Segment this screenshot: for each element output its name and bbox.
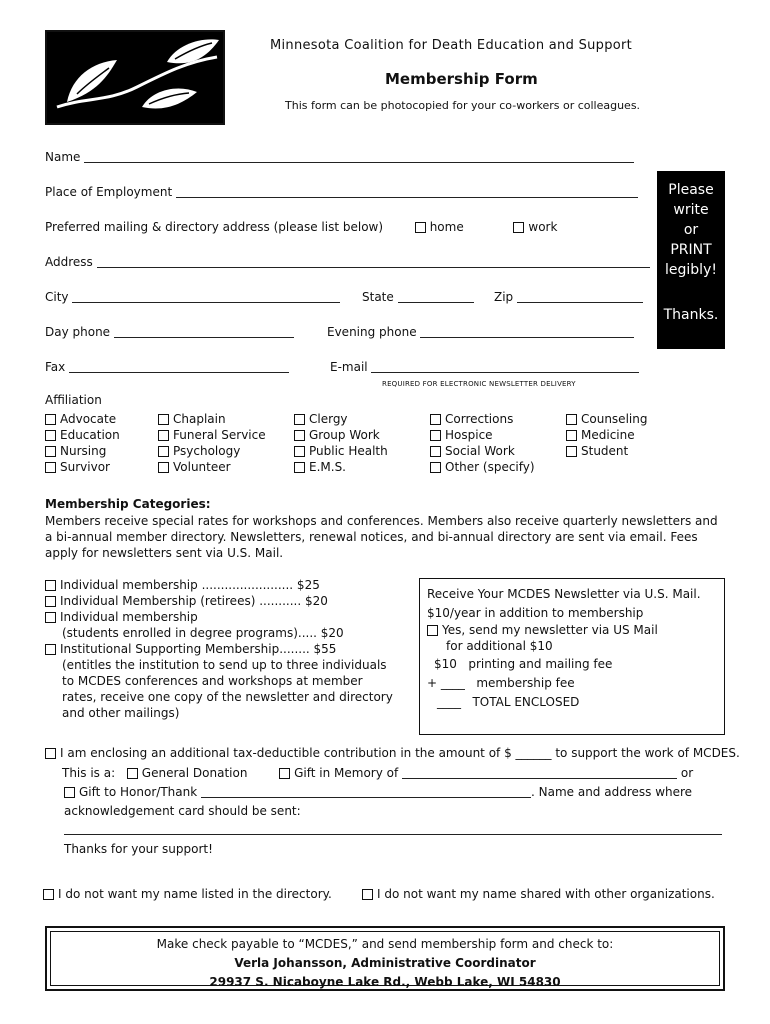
sharing-checkbox[interactable] xyxy=(362,889,373,900)
affiliation-option[interactable] xyxy=(158,412,266,428)
affiliation-option[interactable] xyxy=(294,412,388,428)
affiliation-column xyxy=(45,412,120,476)
affiliation-option[interactable] xyxy=(45,460,120,476)
affiliation-option[interactable] xyxy=(430,412,535,428)
state-field[interactable] xyxy=(398,290,474,303)
fax-label: Fax xyxy=(45,360,66,374)
affiliation-column xyxy=(430,412,535,476)
institutional-detail: to MCDES conferences and workshops at member xyxy=(62,674,363,688)
fax-row xyxy=(45,360,289,374)
checkbox[interactable] xyxy=(45,596,56,607)
zip-field[interactable] xyxy=(517,290,643,303)
print-legibly-notice xyxy=(657,171,725,349)
membership-options xyxy=(45,577,393,721)
directory-optout[interactable] xyxy=(43,887,332,901)
affiliation-option[interactable] xyxy=(566,444,647,460)
form-title: Membership Form xyxy=(385,70,538,88)
name-address-label: . Name and address where xyxy=(531,785,693,799)
checkbox[interactable] xyxy=(294,462,305,473)
memory-checkbox[interactable] xyxy=(279,768,290,779)
mailing-label: Preferred mailing & directory address (please list below) xyxy=(45,220,384,234)
total-label: TOTAL ENCLOSED xyxy=(472,695,580,709)
affiliation-title: Affiliation xyxy=(45,393,102,407)
newsletter-additional: for additional $10 xyxy=(446,639,553,653)
affiliation-option[interactable] xyxy=(430,428,535,444)
evening-phone-label: Evening phone xyxy=(327,325,417,339)
total-blank[interactable]: ____ xyxy=(437,695,461,709)
checkbox[interactable] xyxy=(158,446,169,457)
option-label: Social Work xyxy=(445,444,515,458)
affiliation-option[interactable] xyxy=(158,428,266,444)
checkbox[interactable] xyxy=(430,462,441,473)
donation-label: I am enclosing an additional tax-deductible contribution in the amount of $ ______ to support the work of MCDES. xyxy=(60,746,740,760)
newsletter-yes-option[interactable] xyxy=(427,623,717,638)
donation-checkbox[interactable] xyxy=(45,748,56,759)
institutional-detail: (entitles the institution to send up to three individuals xyxy=(62,658,387,672)
option-label: Clergy xyxy=(309,412,348,426)
affiliation-option[interactable] xyxy=(566,428,647,444)
affiliation-option[interactable] xyxy=(566,412,647,428)
address-row xyxy=(45,255,650,269)
name-label: Name xyxy=(45,150,81,164)
home-label: home xyxy=(429,220,464,234)
name-field[interactable] xyxy=(84,150,634,163)
option-label: Medicine xyxy=(581,428,635,442)
membership-fee-row[interactable] xyxy=(427,674,717,693)
retirees-option[interactable] xyxy=(45,593,393,609)
affiliation-column xyxy=(294,412,388,476)
organization-name: Minnesota Coalition for Death Education and Support xyxy=(270,38,633,53)
employment-label: Place of Employment xyxy=(45,185,173,199)
directory-checkbox[interactable] xyxy=(43,889,54,900)
coordinator-name: Verla Johansson, Administrative Coordinator xyxy=(234,956,536,970)
notice-line: legibly! xyxy=(665,262,717,278)
employment-field[interactable] xyxy=(176,185,638,198)
checkbox[interactable] xyxy=(45,612,56,623)
directory-label: I do not want my name listed in the directory. xyxy=(58,887,332,901)
address-label: Address xyxy=(45,255,93,269)
state-label: State xyxy=(362,290,394,304)
newsletter-checkbox[interactable] xyxy=(427,625,438,636)
affiliation-option[interactable] xyxy=(158,444,266,460)
acknowledgement-label: acknowledgement card should be sent: xyxy=(64,804,301,818)
honor-checkbox[interactable] xyxy=(64,787,75,798)
option-label: Individual membership ........................ $25 xyxy=(60,578,320,592)
fax-field[interactable] xyxy=(69,360,289,373)
affiliation-option[interactable] xyxy=(158,460,266,476)
state-row xyxy=(362,290,474,304)
option-label: Psychology xyxy=(173,444,241,458)
leaf-logo-icon xyxy=(47,32,223,123)
option-label: Hospice xyxy=(445,428,493,442)
email-requirement-note: REQUIRED FOR ELECTRONIC NEWSLETTER DELIVERY xyxy=(382,380,576,388)
day-phone-row xyxy=(45,325,294,339)
checkbox[interactable] xyxy=(158,430,169,441)
checkbox[interactable] xyxy=(430,414,441,425)
institutional-option[interactable] xyxy=(45,641,393,657)
general-donation-checkbox[interactable] xyxy=(127,768,138,779)
address-field[interactable] xyxy=(97,255,650,268)
mailing-instructions xyxy=(45,926,725,991)
option-label: Public Health xyxy=(309,444,388,458)
logo xyxy=(45,30,225,125)
city-row xyxy=(45,290,340,304)
checkbox[interactable] xyxy=(294,414,305,425)
evening-phone-row xyxy=(327,325,634,339)
affiliation-option[interactable] xyxy=(294,444,388,460)
mailing-address: 29937 S. Nicaboyne Lake Rd., Webb Lake, WI 54830 xyxy=(209,975,561,989)
fee-row xyxy=(427,655,717,674)
fee-amount: $10 xyxy=(434,657,457,671)
option-label: Yes, send my newsletter via US Mail xyxy=(442,623,658,637)
affiliation-option[interactable] xyxy=(294,460,388,476)
option-label: Counseling xyxy=(581,412,648,426)
membership-description: Members receive special rates for workshops and conferences. Members also receive quarterly newsletters and a bi-annual member directory. Newsletters, renewal notices, and bi-annual directory are sent via email. Fees apply for newsletters sent via U.S. Mail. xyxy=(45,514,718,560)
honor-field[interactable] xyxy=(201,785,531,798)
newsletter-heading: Receive Your MCDES Newsletter via U.S. Mail. xyxy=(427,587,701,601)
donation-type-row xyxy=(62,766,693,780)
option-label: Individual Membership (retirees) ........... $20 xyxy=(60,594,328,608)
option-label: Student xyxy=(581,444,629,458)
name-row xyxy=(45,150,634,164)
checkbox[interactable] xyxy=(430,430,441,441)
support-thanks: Thanks for your support! xyxy=(64,842,213,856)
checkbox[interactable] xyxy=(45,430,56,441)
checkbox[interactable] xyxy=(566,430,577,441)
option-label: Nursing xyxy=(60,444,107,458)
home-checkbox[interactable] xyxy=(415,222,426,233)
this-is-label: This is a: xyxy=(62,766,116,780)
checkbox[interactable] xyxy=(566,446,577,457)
affiliation-option[interactable] xyxy=(294,428,388,444)
honor-row xyxy=(64,785,692,799)
city-label: City xyxy=(45,290,69,304)
fee-label: printing and mailing fee xyxy=(468,657,613,671)
option-label: Volunteer xyxy=(173,460,231,474)
city-field[interactable] xyxy=(72,290,340,303)
checkbox[interactable] xyxy=(45,446,56,457)
option-label: Education xyxy=(60,428,120,442)
payment-instruction: Make check payable to “MCDES,” and send membership form and check to: xyxy=(156,937,614,951)
form-subtitle: This form can be photocopied for your co-workers or colleagues. xyxy=(285,99,641,112)
individual-option[interactable] xyxy=(45,577,393,593)
option-label: Advocate xyxy=(60,412,117,426)
option-label: Group Work xyxy=(309,428,380,442)
zip-row xyxy=(494,290,643,304)
memory-field[interactable] xyxy=(402,766,677,779)
option-label: Institutional Supporting Membership........ $55 xyxy=(60,642,337,656)
sharing-label: I do not want my name shared with other organizations. xyxy=(377,887,715,901)
total-row[interactable] xyxy=(427,693,717,712)
email-row xyxy=(330,360,639,374)
checkbox[interactable] xyxy=(45,462,56,473)
option-label: Funeral Service xyxy=(173,428,266,442)
acknowledgement-field[interactable] xyxy=(64,834,722,835)
memory-label: Gift in Memory of xyxy=(294,766,399,780)
affiliation-column xyxy=(158,412,266,476)
option-label: Corrections xyxy=(445,412,514,426)
affiliation-column xyxy=(566,412,647,460)
option-label: Other (specify) xyxy=(445,460,535,474)
checkbox[interactable] xyxy=(294,430,305,441)
notice-line: write xyxy=(673,202,709,218)
newsletter-box xyxy=(419,578,725,735)
option-label: Survivor xyxy=(60,460,110,474)
zip-label: Zip xyxy=(494,290,514,304)
option-label: Chaplain xyxy=(173,412,226,426)
option-label: Individual membership xyxy=(60,610,198,624)
affiliation-option[interactable] xyxy=(45,428,120,444)
work-label: work xyxy=(528,220,558,234)
notice-line: or xyxy=(683,222,699,238)
notice-line: PRINT xyxy=(670,242,712,258)
work-checkbox[interactable] xyxy=(513,222,524,233)
membership-title: Membership Categories: xyxy=(45,497,211,511)
evening-phone-field[interactable] xyxy=(420,325,634,338)
checkbox[interactable] xyxy=(158,462,169,473)
institutional-detail: and other mailings) xyxy=(62,706,180,720)
general-donation-label: General Donation xyxy=(141,766,248,780)
student-option[interactable] xyxy=(45,609,393,625)
checkbox[interactable] xyxy=(158,414,169,425)
checkbox[interactable] xyxy=(45,414,56,425)
checkbox[interactable] xyxy=(430,446,441,457)
checkbox[interactable] xyxy=(45,580,56,591)
email-label: E-mail xyxy=(330,360,368,374)
affiliation-option[interactable] xyxy=(430,444,535,460)
or-label: or xyxy=(680,766,694,780)
student-option-detail: (students enrolled in degree programs)..... $20 xyxy=(62,626,344,640)
mailing-row xyxy=(45,220,557,234)
affiliation-option[interactable] xyxy=(45,412,120,428)
membership-fee-label: membership fee xyxy=(476,676,575,690)
notice-line: Please xyxy=(668,182,714,198)
institutional-detail: rates, receive one copy of the newsletter and directory xyxy=(62,690,393,704)
day-phone-label: Day phone xyxy=(45,325,111,339)
option-label: E.M.S. xyxy=(309,460,346,474)
sharing-optout[interactable] xyxy=(362,887,715,901)
affiliation-option[interactable] xyxy=(430,460,535,476)
donation-row[interactable] xyxy=(45,746,740,760)
notice-thanks: Thanks. xyxy=(663,307,719,323)
checkbox[interactable] xyxy=(45,644,56,655)
checkbox[interactable] xyxy=(294,446,305,457)
affiliation-option[interactable] xyxy=(45,444,120,460)
email-field[interactable] xyxy=(371,360,639,373)
employment-row xyxy=(45,185,638,199)
newsletter-price: $10/year in addition to membership xyxy=(427,606,644,620)
day-phone-field[interactable] xyxy=(114,325,294,338)
membership-fee-blank[interactable]: + ____ xyxy=(427,676,465,690)
honor-label: Gift to Honor/Thank xyxy=(79,785,198,799)
checkbox[interactable] xyxy=(566,414,577,425)
